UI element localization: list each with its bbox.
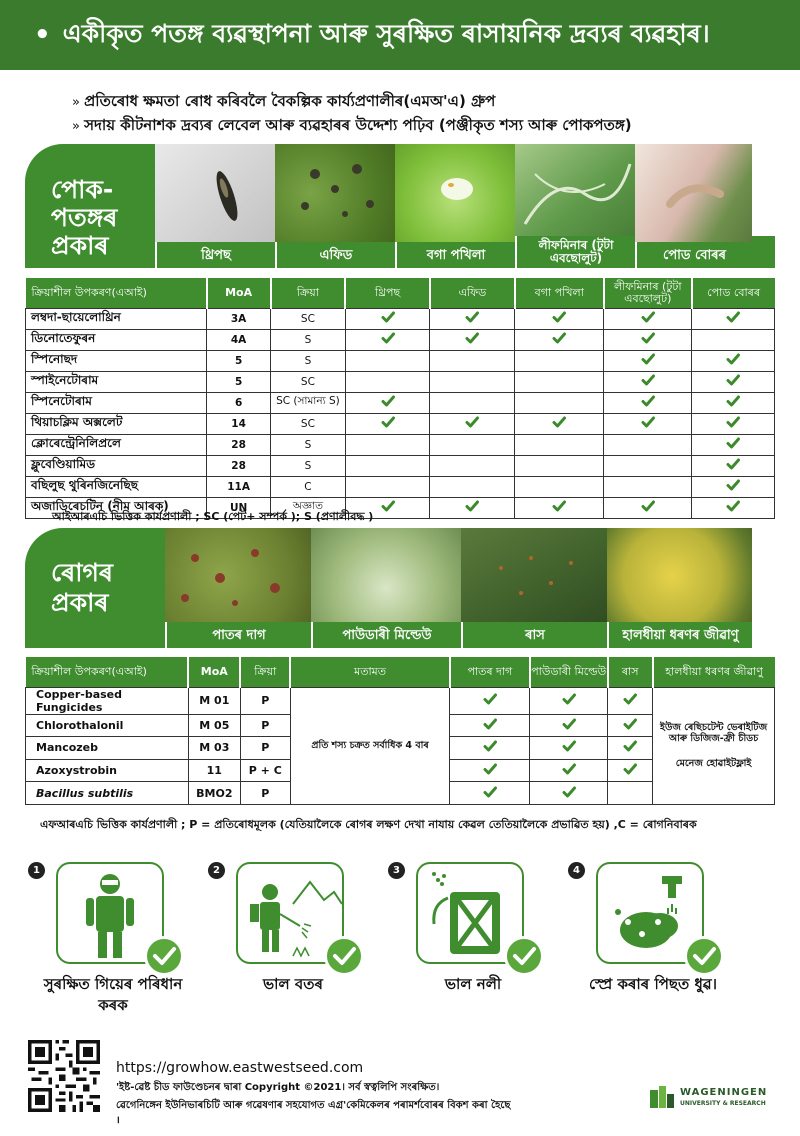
step-number: 3	[388, 862, 405, 879]
check-cell	[430, 329, 515, 350]
photo-caption: পোড বোৰৰ	[635, 242, 752, 268]
check-cell	[604, 413, 692, 434]
check-cell	[515, 455, 604, 476]
active-ingredient: স্পাইনেটোৰাম	[26, 371, 207, 392]
qr-code-icon[interactable]	[28, 1040, 100, 1112]
action-cell: SC	[271, 413, 345, 434]
action-cell: S	[271, 329, 345, 350]
thrips-photo	[155, 144, 275, 268]
check-icon	[381, 415, 395, 429]
check-cell	[515, 392, 604, 413]
check-cell	[692, 497, 775, 518]
check-cell	[604, 329, 692, 350]
check-icon	[726, 373, 740, 387]
title-line: পোক-	[51, 175, 114, 204]
action-cell: P	[240, 782, 290, 805]
check-icon	[726, 478, 740, 492]
check-icon	[562, 739, 576, 753]
moa-cell: M 03	[188, 737, 240, 760]
check-cell	[530, 759, 608, 782]
check-cell	[692, 392, 775, 413]
check-cell	[345, 413, 430, 434]
check-badge-icon	[324, 936, 364, 976]
check-cell	[515, 329, 604, 350]
check-icon	[726, 394, 740, 408]
check-cell	[530, 782, 608, 805]
aphid-photo	[275, 144, 395, 268]
check-cell	[430, 413, 515, 434]
check-cell	[430, 308, 515, 329]
check-cell	[692, 455, 775, 476]
table-row	[26, 371, 775, 392]
check-icon	[726, 415, 740, 429]
moa-cell: 6	[207, 392, 271, 413]
photo-caption: এফিড	[275, 242, 395, 268]
moa-cell: 4A	[207, 329, 271, 350]
check-cell	[604, 392, 692, 413]
step-label: স্প্ৰে কৰাৰ পিছত ধুৱ।	[588, 975, 718, 993]
moa-cell: 28	[207, 455, 271, 476]
active-ingredient: লম্বদা-ছায়েলোথ্ৰিন	[26, 308, 207, 329]
table-row	[26, 308, 775, 329]
check-cell	[515, 350, 604, 371]
active-ingredient: স্পিনোছদ	[26, 350, 207, 371]
check-icon	[552, 499, 566, 513]
check-cell	[450, 714, 530, 737]
column-header: থ্ৰিপছ	[345, 278, 430, 308]
table-row	[26, 329, 775, 350]
check-cell	[450, 759, 530, 782]
step-label: ভাল বতৰ	[263, 975, 323, 993]
moa-cell: UN	[207, 497, 271, 518]
moa-cell: M 01	[188, 687, 240, 714]
check-cell	[345, 455, 430, 476]
action-cell: S	[271, 434, 345, 455]
pest-insecticide-table	[25, 278, 775, 519]
logo-subtitle: UNIVERSITY & RESEARCH	[680, 1100, 766, 1107]
title-line: প্ৰকাৰ	[51, 231, 109, 260]
moa-cell: 28	[207, 434, 271, 455]
title-line: পতঙ্গৰ	[51, 203, 118, 232]
active-ingredient: Copper-based Fungicides	[26, 687, 189, 714]
check-icon	[641, 415, 655, 429]
title-bar	[0, 0, 800, 70]
remark-cell: প্ৰতি শস্য চক্ৰত সৰ্বাধিক 4 বাৰ	[290, 687, 450, 804]
check-cell	[692, 476, 775, 497]
active-ingredient: ফ্লুবেণ্ডিয়ামিড	[26, 455, 207, 476]
moa-cell: 14	[207, 413, 271, 434]
action-cell: SC (সামান্য S)	[271, 392, 345, 413]
active-ingredient: স্পিনেটোৰাম	[26, 392, 207, 413]
check-cell	[430, 434, 515, 455]
check-cell	[692, 434, 775, 455]
check-icon	[623, 762, 637, 776]
check-icon	[552, 331, 566, 345]
check-cell	[530, 737, 608, 760]
photo-caption: লীফমিনাৰ (টুটা এবছোলুট)	[515, 236, 635, 268]
powdery-mildew-photo	[311, 528, 461, 648]
check-cell	[345, 476, 430, 497]
table-row	[26, 434, 775, 455]
check-cell	[608, 714, 653, 737]
check-icon	[726, 436, 740, 450]
irac-note: আইআৰএচি ভিত্তিক কাৰ্যপ্ৰণালী ; SC (পেট+ সম্পৰ্ক ); S (প্ৰণালীবদ্ধ )	[52, 510, 374, 523]
step-number: 4	[568, 862, 585, 879]
active-ingredient: Chlorothalonil	[26, 714, 189, 737]
table-row	[26, 392, 775, 413]
wageningen-logo	[650, 1086, 780, 1112]
check-icon	[641, 499, 655, 513]
check-cell	[345, 329, 430, 350]
check-cell	[515, 476, 604, 497]
check-icon	[465, 415, 479, 429]
check-icon	[562, 762, 576, 776]
check-icon	[552, 415, 566, 429]
check-cell	[530, 714, 608, 737]
virus-note: মেনেজ হোৱাইটফ্লাই	[675, 758, 752, 770]
check-cell	[345, 350, 430, 371]
check-cell	[692, 413, 775, 434]
column-header: MoA	[188, 657, 240, 687]
check-cell	[608, 759, 653, 782]
action-cell: S	[271, 455, 345, 476]
column-header: মতামত	[290, 657, 450, 687]
leaf-spot-photo	[165, 528, 311, 648]
check-cell	[345, 434, 430, 455]
table-header-row	[26, 278, 775, 308]
active-ingredient: ডিনোতেফুৰন	[26, 329, 207, 350]
column-header: লীফমিনাৰ (টুটা এবছোলুট)	[604, 278, 692, 308]
check-icon	[641, 310, 655, 324]
photo-caption: পাউডাৰী মিল্ডেউ	[311, 622, 461, 648]
check-icon	[641, 352, 655, 366]
moa-cell: BMO2	[188, 782, 240, 805]
moa-cell: M 05	[188, 714, 240, 737]
check-icon	[623, 717, 637, 731]
photo-caption: বগা পখিলা	[395, 242, 515, 268]
check-cell	[430, 455, 515, 476]
check-cell	[604, 350, 692, 371]
title-line: ৰোগৰ	[51, 558, 113, 587]
check-cell	[604, 434, 692, 455]
credit-text: ৱেগেনিঙ্গেন ইউনিভাৰচিটি আৰু গৱেষণাৰ সহযোগত এগ্ৰ'কেমিকেলৰ পৰামৰ্শবোৰৰ বিকশ কৰা হৈছে	[116, 1100, 511, 1111]
check-icon	[381, 310, 395, 324]
check-cell	[430, 476, 515, 497]
website-link[interactable]: https://growhow.eastwestseed.com	[116, 1060, 364, 1076]
check-cell	[608, 737, 653, 760]
check-icon	[641, 331, 655, 345]
check-cell	[450, 687, 530, 714]
virus-note: ইউজ ৰেছিচটেন্ট ভেৰাইটিজ আৰু ডিজিজ-ফ্ৰী চীডচ	[660, 722, 768, 745]
check-icon	[465, 310, 479, 324]
check-cell	[604, 371, 692, 392]
photo-caption: থ্ৰিপছ	[155, 242, 275, 268]
column-header: এফিড	[430, 278, 515, 308]
intro-bullets	[72, 90, 772, 138]
check-icon	[641, 394, 655, 408]
active-ingredient: ক্লোৰেন্ট্ৰেনিলিপ্ৰলে	[26, 434, 207, 455]
check-badge-icon	[504, 936, 544, 976]
check-cell	[604, 476, 692, 497]
pod-borer-photo	[635, 144, 752, 268]
table-row	[26, 455, 775, 476]
photo-caption: পাতৰ দাগ	[165, 622, 311, 648]
logo-name: WAGENINGEN	[680, 1087, 768, 1098]
check-cell	[692, 371, 775, 392]
check-icon	[562, 717, 576, 731]
moa-cell: 3A	[207, 308, 271, 329]
yellow-virus-photo	[607, 528, 752, 648]
active-ingredient: থিয়াচক্লিম অক্সলেট	[26, 413, 207, 434]
active-ingredient: বছিলুছ থুৰিনজিনেছিছ	[26, 476, 207, 497]
check-cell	[430, 392, 515, 413]
check-cell	[515, 413, 604, 434]
table-row	[26, 687, 775, 714]
step-number: 1	[28, 862, 45, 879]
action-cell: P	[240, 714, 290, 737]
check-icon	[726, 457, 740, 471]
column-header: ক্ৰিয়াশীল উপকৰণ(এআই)	[26, 657, 189, 687]
check-icon	[726, 352, 740, 366]
table-row	[26, 476, 775, 497]
check-icon	[381, 394, 395, 408]
check-cell	[450, 737, 530, 760]
column-header: ৰাস	[608, 657, 653, 687]
column-header: বগা পখিলা	[515, 278, 604, 308]
column-header: MoA	[207, 278, 271, 308]
action-cell: P	[240, 687, 290, 714]
check-icon	[562, 785, 576, 799]
check-icon	[726, 310, 740, 324]
step-label: সুৰক্ষিত গিয়েৰ পৰিধান কৰক	[43, 975, 183, 1014]
check-cell	[608, 687, 653, 714]
active-ingredient: অজাডিৰেচটিন (নীম আৰক)	[26, 497, 207, 518]
whitefly-photo	[395, 144, 515, 268]
active-ingredient: Mancozeb	[26, 737, 189, 760]
check-cell	[515, 497, 604, 518]
check-cell	[530, 687, 608, 714]
step-number: 2	[208, 862, 225, 879]
check-cell	[345, 371, 430, 392]
column-header: ক্ৰিয়া	[271, 278, 345, 308]
check-icon	[623, 692, 637, 706]
check-cell	[692, 329, 775, 350]
action-cell: SC	[271, 371, 345, 392]
check-cell	[450, 782, 530, 805]
action-cell: SC	[271, 308, 345, 329]
check-cell	[515, 434, 604, 455]
step-label: ভাল নলী	[444, 975, 502, 993]
action-cell: C	[271, 476, 345, 497]
disease-type-title	[25, 528, 165, 648]
check-cell	[345, 392, 430, 413]
check-cell	[604, 497, 692, 518]
wur-mark-icon	[650, 1086, 674, 1110]
check-badge-icon	[144, 936, 184, 976]
column-header: ক্ৰিয়াশীল উপকৰণ(এআই)	[26, 278, 207, 308]
action-cell: অজ্ঞাত	[271, 497, 345, 518]
check-cell	[604, 455, 692, 476]
column-header: পাউডাৰী মিল্ডেউ	[530, 657, 608, 687]
check-cell	[430, 350, 515, 371]
check-icon	[381, 331, 395, 345]
moa-cell: 11A	[207, 476, 271, 497]
moa-cell: 5	[207, 350, 271, 371]
check-icon	[623, 739, 637, 753]
check-cell	[430, 371, 515, 392]
column-header: পোড বোৰৰ	[692, 278, 775, 308]
check-cell	[692, 308, 775, 329]
check-cell	[608, 782, 653, 805]
check-badge-icon	[684, 936, 724, 976]
frac-note: এফআৰএচি ভিত্তিক কাৰ্যপ্ৰণালী ; P = প্ৰতিৰোধমূলক (যেতিয়ালৈকে ৰোগৰ লক্ষণ দেখা নাযায় কেৱল তেতিয়ালৈকে প্ৰভাৱিত হয়) ,C = ৰোগনিবাৰক	[40, 818, 697, 831]
virus-advice-cell	[653, 687, 775, 804]
active-ingredient: Bacillus subtilis	[26, 782, 189, 805]
check-icon	[483, 762, 497, 776]
column-header: পাতৰ দাগ	[450, 657, 530, 687]
check-icon	[483, 785, 497, 799]
check-icon	[483, 739, 497, 753]
rust-photo	[461, 528, 607, 648]
check-icon	[552, 310, 566, 324]
intro-line: » প্ৰতিৰোধ ক্ষমতা ৰোধ কৰিবলৈ বৈকল্পিক কাৰ্য্যপ্ৰণালীৰ(এমঅ'এ) গ্ৰুপ	[72, 90, 772, 114]
check-cell	[692, 350, 775, 371]
intro-line: » সদায় কীটনাশক দ্ৰব্যৰ লেবেল আৰু ব্যৱহাৰৰ উদ্দেশ্য পঢ়িব (পঞ্জীকৃত শস্য আৰু পোকপতঙ্গ)	[72, 114, 772, 138]
check-cell	[604, 308, 692, 329]
title-bullet: •	[34, 20, 51, 50]
check-icon	[465, 499, 479, 513]
check-icon	[726, 499, 740, 513]
action-cell: P + C	[240, 759, 290, 782]
check-icon	[381, 499, 395, 513]
disease-fungicide-table	[25, 657, 775, 805]
check-icon	[641, 373, 655, 387]
table-row	[26, 413, 775, 434]
moa-cell: 5	[207, 371, 271, 392]
column-header: হালধীয়া ধৰণৰ জীৱাণু	[653, 657, 775, 687]
check-cell	[430, 497, 515, 518]
check-icon	[483, 717, 497, 731]
action-cell: S	[271, 350, 345, 371]
column-header: ক্ৰিয়া	[240, 657, 290, 687]
pest-type-title	[25, 144, 155, 268]
check-cell	[345, 308, 430, 329]
copyright-text: 'ইষ্ট-ৱেষ্ট চীড ফাউণ্ডেচনৰ দ্বাৰা Copyright ©2021। সৰ্ব স্বত্বলিপি সংৰক্ষিত।	[116, 1082, 440, 1093]
check-icon	[483, 692, 497, 706]
active-ingredient: Azoxystrobin	[26, 759, 189, 782]
leafminer-photo	[515, 144, 635, 268]
photo-caption: ৰাস	[461, 622, 607, 648]
check-cell	[515, 308, 604, 329]
check-icon	[562, 692, 576, 706]
moa-cell: 11	[188, 759, 240, 782]
credit-tail: ।	[116, 1115, 120, 1126]
check-icon	[465, 331, 479, 345]
photo-caption: হালধীয়া ধৰণৰ জীৱাণু	[607, 622, 752, 648]
page-title: একীকৃত পতঙ্গ ব্যৱস্থাপনা আৰু সুৰক্ষিত ৰাসায়নিক দ্ৰব্যৰ ব্যৱহাৰ।	[62, 18, 710, 48]
table-header-row	[26, 657, 775, 687]
action-cell: P	[240, 737, 290, 760]
check-cell	[515, 371, 604, 392]
title-line: প্ৰকাৰ	[51, 588, 109, 617]
table-row	[26, 350, 775, 371]
